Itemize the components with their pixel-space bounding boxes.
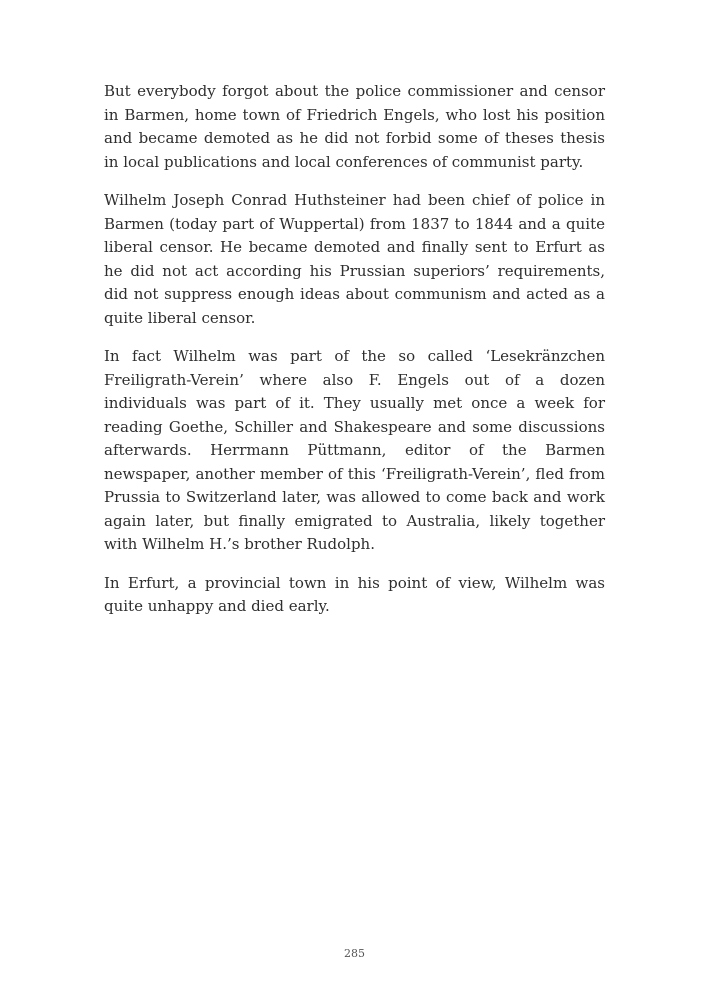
paragraph-1: But everybody forgot about the police commissioner and censor in Barmen, home town of Friedrich Engels, who lost his position and became demoted as he did not forbid some of theses thesis in local publications and local conferences of communist party. <box>104 82 605 171</box>
paragraph-3: In fact Wilhelm was part of the so called ‘Lesekränzchen Freiligrath-Verein’ where also F. Engels out of a dozen individuals was part of it. They usually met once a week for reading Goethe, Schiller and Shakespeare and some discussions afterwards. Herrmann Püttmann, editor of the Barmen newspaper, another member of this ‘Freiligrath-Verein’, fled from Prussia to Switzerland later, was allowed to come back and work again later, but finally emigrated to Australia, likely together with Wilhelm H.’s brother Rudolph. <box>104 347 605 553</box>
text-block <box>104 80 605 619</box>
paragraph-4: In Erfurt, a provincial town in his point of view, Wilhelm was quite unhappy and died early. <box>104 573 605 615</box>
page-number: 285 <box>344 947 365 960</box>
paragraph-2: Wilhelm Joseph Conrad Huthsteiner had been chief of police in Barmen (today part of Wuppertal) from 1837 to 1844 and a quite liberal censor. He became demoted and finally sent to Erfurt as he did not act according his Prussian superiors’ requirements, did not suppress enough ideas about communism and acted as a quite liberal censor. <box>104 191 605 327</box>
